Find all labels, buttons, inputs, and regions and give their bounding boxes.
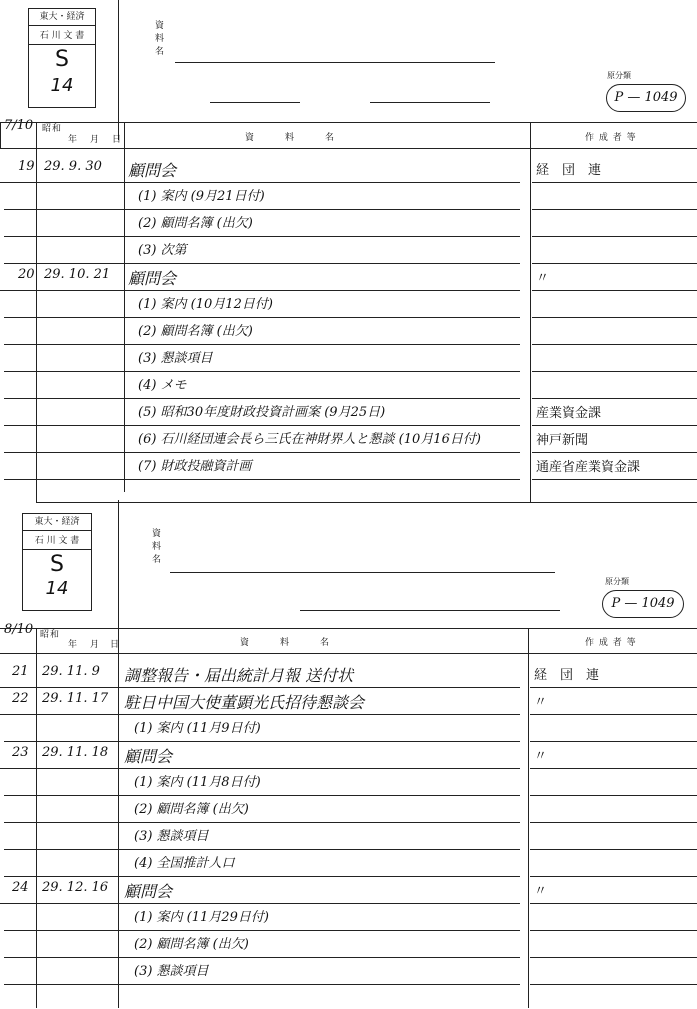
page-side-mark: 8/10: [4, 622, 34, 637]
record-number: 20: [18, 267, 35, 282]
record-date: 29. 9. 30: [44, 159, 102, 174]
author-rule: [532, 398, 697, 399]
row-rule: [4, 795, 520, 796]
row-rule: [0, 290, 520, 291]
record-date: 29. 10. 21: [44, 267, 111, 282]
record-subitem: (5) 昭和30年度財政投資計画案 (9月25日): [138, 405, 386, 420]
record-subitem: (4) 全国推計人口: [134, 856, 235, 871]
author-rule: [530, 795, 697, 796]
class-mark: P — 1049: [606, 84, 686, 112]
stamp-code: S: [50, 552, 64, 577]
row-rule: [4, 479, 520, 480]
author-rule: [530, 741, 697, 742]
record-date: 29. 11. 9: [42, 664, 100, 679]
author-rule: [532, 371, 697, 372]
row-rule: [4, 344, 520, 345]
row-rule: [4, 236, 520, 237]
row-rule: [4, 930, 520, 931]
stamp-institution: 東大・経済: [29, 9, 95, 26]
row-rule: [4, 209, 520, 210]
row-rule: [0, 768, 520, 769]
record-title: 顧問会: [128, 161, 177, 180]
record-subitem: (3) 懇談項目: [138, 351, 213, 366]
record-title: 駐日中国大使董顕光氏招待懇談会: [124, 693, 365, 712]
author-rule: [532, 452, 697, 453]
author-rule: [530, 984, 697, 985]
author-rule: [532, 479, 697, 480]
row-rule: [4, 398, 520, 399]
header-era: 昭和: [42, 124, 63, 134]
record-title: 顧問会: [124, 882, 173, 901]
row-rule: [0, 903, 520, 904]
record-subitem: (2) 顧問名簿 (出欠): [134, 802, 249, 817]
author-rule: [530, 903, 697, 904]
page-side-mark: 7/10: [4, 118, 34, 133]
row-rule: [0, 714, 520, 715]
record-author: 経 団 連: [534, 668, 600, 683]
header-author: 作 成 者 等: [585, 638, 637, 648]
row-rule: [4, 849, 520, 850]
header-author: 作 成 者 等: [585, 133, 637, 143]
stamp-collection: 石 川 文 書: [23, 533, 91, 550]
record-subitem: (3) 懇談項目: [134, 829, 209, 844]
row-rule: [4, 957, 520, 958]
record-subitem: (2) 顧問名簿 (出欠): [138, 324, 253, 339]
record-subitem: (1) 案内 (9月21日付): [138, 189, 265, 204]
row-rule: [4, 741, 520, 742]
record-number: 22: [12, 691, 29, 706]
author-rule: [530, 849, 697, 850]
record-author: 〃: [534, 749, 548, 764]
record-subitem: (4) メモ: [138, 378, 187, 393]
row-rule: [4, 876, 520, 877]
author-rule: [532, 263, 697, 264]
record-author: 経 団 連: [536, 163, 602, 178]
author-rule: [530, 876, 697, 877]
record-date: 29. 11. 18: [42, 745, 109, 760]
author-rule: [530, 822, 697, 823]
record-author: 〃: [534, 884, 548, 899]
header-era: 昭和: [40, 630, 61, 640]
record-number: 21: [12, 664, 29, 679]
record-subitem: (6) 石川経団連会長ら三氏在神財界人と懇談 (10月16日付): [138, 432, 481, 447]
row-rule: [0, 687, 520, 688]
record-subitem: (1) 案内 (11月29日付): [134, 910, 269, 925]
archive-stamp: [22, 513, 92, 611]
stamp-number: 14: [45, 578, 69, 599]
record-subitem: (1) 案内 (10月12日付): [138, 297, 273, 312]
row-rule: [4, 263, 520, 264]
record-subitem: (3) 懇談項目: [134, 964, 209, 979]
row-rule: [4, 425, 520, 426]
row-rule: [4, 822, 520, 823]
author-rule: [532, 425, 697, 426]
class-label: 原分類: [607, 71, 631, 80]
material-label: 資 料 名: [152, 529, 162, 565]
document-page: 東大・経済 石 川 文 書 S 14 資 料 名 原分類 P — 1049 7/10 昭和 年 月 日 資 料 名 作 成 者 等 19 29. 9. 30 顧問会 経 団 連 (1) 案内 (9月21日付) (2) 顧問名簿 (出欠) (3) 次第 20 29. 10. 21 顧問会 〃 (1) 案内 (10月12日付) (2) 顧問名簿 (出欠) (3) 懇談項目 (4) メモ (5) 昭和30年度財政投資計画案 (9月25日) 産業資金課 (6) 石川経団連会長ら三氏在神財界人と懇談 (10月16日付) 神戸新聞 (7) 財政投融資計画 通産省産業資金課 東大・経済 石 川 文 書 S 14 資 料 名 原分類 P — 1049 8/10 昭和 年 月 日 資 料 名 作 成 者 等 21 29. 11. 9 調整報告・届出統計月報 送付状 経 団 連 22 29. 11. 17 駐日中国大使董顕光氏招待懇談会 〃 (1) 案内 (11月9日付) 23 29. 11. 18 顧問会 〃 (1) 案内 (11月8日付) (2) 顧問名簿 (出欠) (3) 懇談項目 (4) 全国推計人口 24 29. 12. 16 顧問会 〃 (1) 案内 (11月29日付) (2) 顧問名簿 (出欠) (3) 懇談項目: [0, 0, 697, 1009]
record-number: 24: [12, 880, 29, 895]
header-title: 資 料 名: [245, 133, 336, 143]
author-rule: [530, 714, 697, 715]
record-number: 23: [12, 745, 29, 760]
row-rule: [4, 317, 520, 318]
record-title: 調整報告・届出統計月報 送付状: [124, 666, 354, 685]
record-subitem: (1) 案内 (11月9日付): [134, 721, 261, 736]
record-author: 産業資金課: [536, 406, 602, 421]
record-subitem: (2) 顧問名簿 (出欠): [134, 937, 249, 952]
row-rule: [4, 371, 520, 372]
stamp-code: S: [55, 47, 69, 72]
record-title: 顧問会: [124, 747, 173, 766]
record-number: 19: [18, 159, 35, 174]
row-rule: [4, 452, 520, 453]
author-rule: [530, 687, 697, 688]
record-date: 29. 12. 16: [42, 880, 109, 895]
author-rule: [532, 182, 697, 183]
author-rule: [532, 236, 697, 237]
material-label: 資 料 名: [155, 21, 165, 57]
class-label: 原分類: [605, 577, 629, 586]
record-title: 顧問会: [128, 269, 177, 288]
record-author: 〃: [534, 695, 548, 710]
record-author: 神戸新聞: [536, 433, 589, 448]
author-rule: [532, 290, 697, 291]
record-date: 29. 11. 17: [42, 691, 109, 706]
author-rule: [530, 957, 697, 958]
record-subitem: (7) 財政投融資計画: [138, 459, 252, 474]
row-rule: [4, 984, 520, 985]
author-rule: [532, 209, 697, 210]
author-rule: [532, 344, 697, 345]
record-author: 通産省産業資金課: [536, 460, 641, 475]
row-rule: [0, 182, 520, 183]
author-rule: [530, 930, 697, 931]
record-author: 〃: [536, 271, 550, 286]
stamp-institution: 東大・経済: [23, 514, 91, 531]
author-rule: [530, 768, 697, 769]
record-subitem: (1) 案内 (11月8日付): [134, 775, 261, 790]
stamp-number: 14: [50, 75, 74, 96]
header-title: 資 料 名: [240, 638, 331, 648]
archive-stamp: [28, 8, 96, 108]
record-subitem: (3) 次第: [138, 243, 187, 258]
author-rule: [532, 317, 697, 318]
record-subitem: (2) 顧問名簿 (出欠): [138, 216, 253, 231]
class-mark: P — 1049: [602, 590, 684, 618]
stamp-collection: 石 川 文 書: [29, 28, 95, 45]
